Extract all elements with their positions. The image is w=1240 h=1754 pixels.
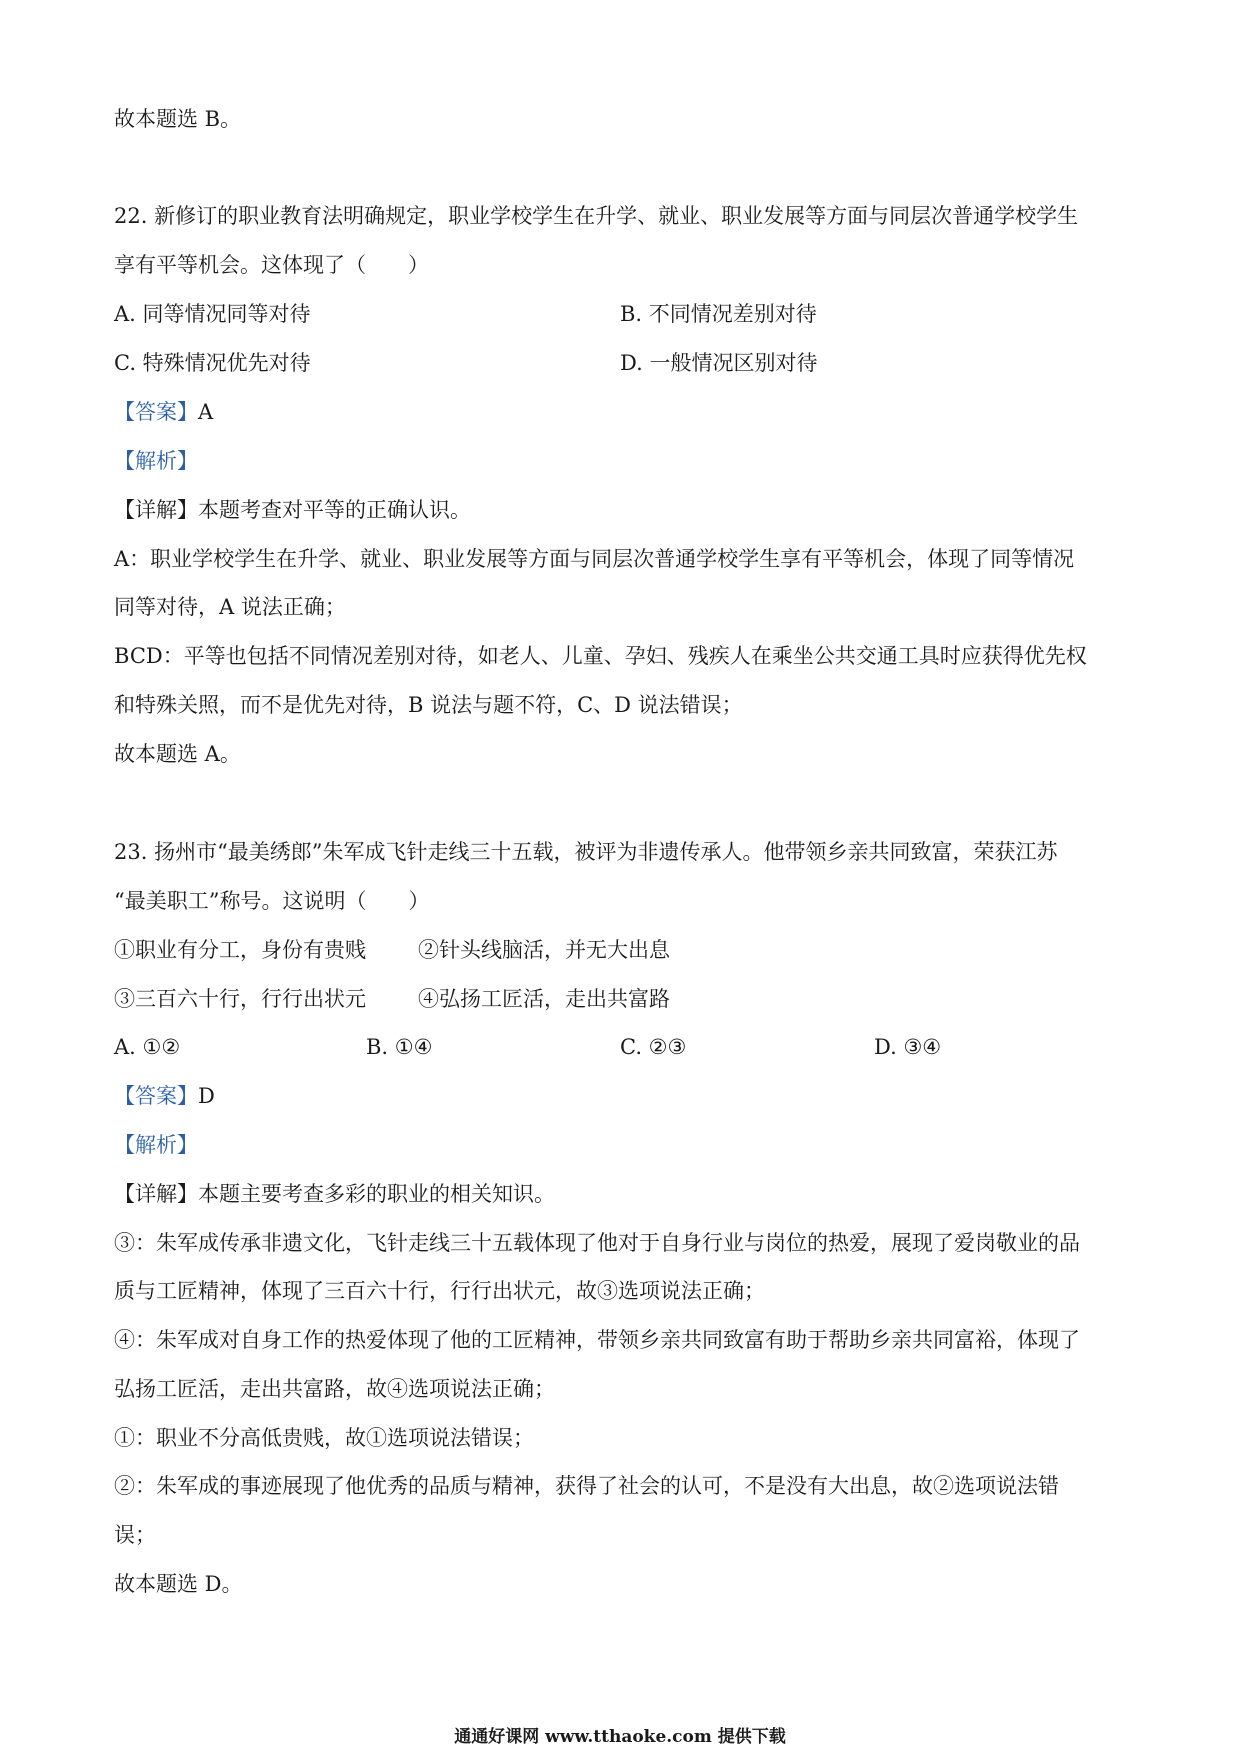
q23-option-b: B. ①④: [366, 1035, 433, 1059]
q22-answer: A: [198, 400, 214, 424]
q23-detail-row: [114, 1179, 555, 1209]
detail-tag: 【详解】: [114, 498, 198, 522]
q22-analysis-tag: 【解析】: [114, 449, 198, 473]
q22-explanation-line: 和特殊关照，而不是优先对待，B 说法与题不符，C、D 说法错误；: [114, 693, 743, 717]
q22-option-a: A. 同等情况同等对待: [114, 302, 311, 326]
q23-statement-3: ③三百六十行，行行出状元: [114, 987, 366, 1011]
q23-stem-line2: “最美职工”称号。这说明（ ）: [114, 889, 430, 913]
q23-explanation-line: ④：朱军成对自身工作的热爱体现了他的工匠精神，带领乡亲共同致富有助于帮助乡亲共同富裕，体现了: [114, 1328, 1080, 1352]
q22-option-d: D. 一般情况区别对待: [620, 351, 818, 375]
answer-tag: 【答案】: [114, 1084, 198, 1108]
q23-explanation-line: 误；: [114, 1523, 156, 1547]
q23-explanation-line: 弘扬工匠活，走出共富路，故④选项说法正确；: [114, 1377, 555, 1401]
q23-statement-1: ①职业有分工，身份有贵贱: [114, 938, 366, 962]
q23-option-d: D. ③④: [874, 1035, 942, 1059]
q22-explanation-line: A：职业学校学生在升学、就业、职业发展等方面与同层次普通学校学生享有平等机会，体现了同等情况: [114, 547, 1075, 571]
page-footer: 通通好课网 www.tthaoke.com 提供下载: [454, 1727, 786, 1747]
previous-conclusion: 故本题选 B。: [114, 107, 242, 131]
q22-conclusion: 故本题选 A。: [114, 742, 241, 766]
q22-detail-intro: 本题考查对平等的正确认识。: [198, 498, 471, 522]
q22-answer-row: [114, 397, 213, 427]
q23-explanation-line: 质与工匠精神，体现了三百六十行，行行出状元，故③选项说法正确；: [114, 1279, 765, 1303]
q23-statement-4: ④弘扬工匠活，走出共富路: [418, 987, 670, 1011]
q23-explanation-line: ③：朱军成传承非遗文化，飞针走线三十五载体现了他对于自身行业与岗位的热爱，展现了爱岗敬业的品: [114, 1231, 1080, 1255]
q23-answer-row: [114, 1081, 215, 1111]
answer-tag: 【答案】: [114, 400, 198, 424]
q22-option-c: C. 特殊情况优先对待: [114, 351, 311, 375]
q22-stem-line1: 22. 新修订的职业教育法明确规定，职业学校学生在升学、就业、职业发展等方面与同层次普通学校学生: [114, 204, 1079, 228]
q22-explanation-line: BCD：平等也包括不同情况差别对待，如老人、儿童、孕妇、残疾人在乘坐公共交通工具时应获得优先权: [114, 644, 1087, 668]
q22-detail-row: [114, 495, 471, 525]
q22-option-b: B. 不同情况差别对待: [620, 302, 817, 326]
q23-explanation-line: ①：职业不分高低贵贱，故①选项说法错误；: [114, 1426, 534, 1450]
q23-analysis-tag: 【解析】: [114, 1133, 198, 1157]
q22-stem-line2: 享有平等机会。这体现了（ ）: [114, 253, 429, 277]
q22-explanation-line: 同等对待，A 说法正确；: [114, 595, 346, 619]
q23-explanation-line: ②：朱军成的事迹展现了他优秀的品质与精神，获得了社会的认可，不是没有大出息，故②选项说法错: [114, 1474, 1059, 1498]
q23-conclusion: 故本题选 D。: [114, 1572, 243, 1596]
q23-option-c: C. ②③: [620, 1035, 687, 1059]
q23-detail-intro: 本题主要考查多彩的职业的相关知识。: [198, 1182, 555, 1206]
q23-answer: D: [198, 1084, 215, 1108]
detail-tag: 【详解】: [114, 1182, 198, 1206]
q23-option-a: A. ①②: [114, 1035, 181, 1059]
q23-stem-line1: 23. 扬州市“最美绣郎”朱军成飞针走线三十五载，被评为非遗传承人。他带领乡亲共同致富，荣获江苏: [114, 840, 1058, 864]
q23-statement-2: ②针头线脑活，并无大出息: [418, 938, 670, 962]
